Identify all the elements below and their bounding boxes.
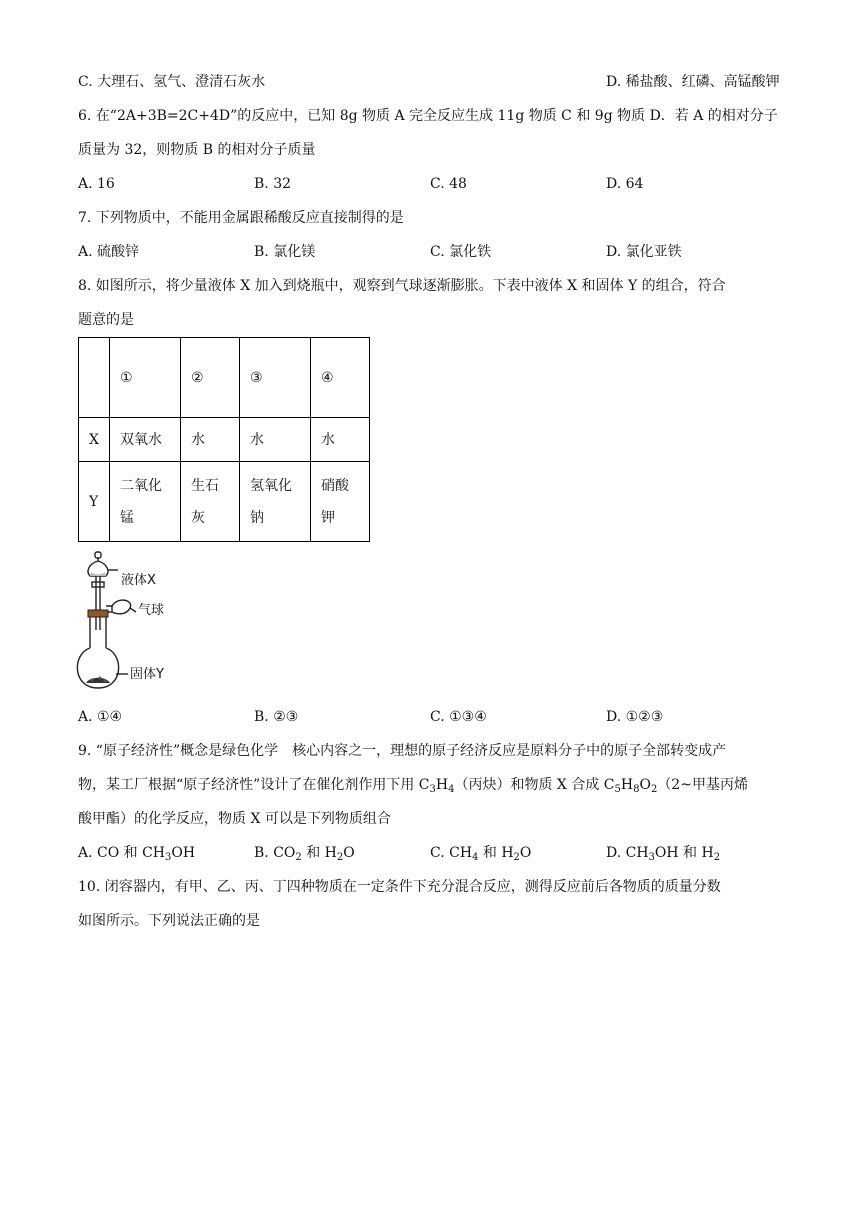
q5-option-c: C. 大理石、氢气、澄清石灰水 — [78, 74, 266, 90]
table-header-2: ② — [180, 338, 239, 418]
q7-option-a: A. 硫酸锌 — [78, 244, 140, 260]
q6-option-b: B. 32 — [254, 176, 292, 192]
table-row-x-label: X — [79, 418, 110, 462]
q8-stem-line1: 8. 如图所示，将少量液体 X 加入到烧瓶中，观察到气球逐渐膨胀。下表中液体 X 和固体 Y 的组合，符合 — [78, 278, 726, 294]
q9-stem-line3: 酸甲酯）的化学反应，物质 X 可以是下列物质组合 — [78, 811, 391, 827]
q7-option-c: C. 氯化铁 — [430, 244, 492, 260]
q5-option-d: D. 稀盐酸、红磷、高锰酸钾 — [606, 74, 780, 90]
q8-table — [78, 337, 370, 542]
q8-stem-line2: 题意的是 — [78, 312, 134, 328]
table-x-3: 水 — [239, 418, 310, 462]
q9-stem-line1: 9. “原子经济性”概念是绿色化学 核心内容之一，理想的原子经济反应是原料分子中的原子全部转变成产 — [78, 743, 727, 759]
table-header-1: ① — [109, 338, 180, 418]
q10-stem-line1: 10. 闭容器内，有甲、乙、丙、丁四种物质在一定条件下充分混合反应，测得反应前后各物质的质量分数 — [78, 879, 721, 895]
figure-label-solid-y: 固体Y — [130, 667, 164, 682]
q8-option-b: B. ②③ — [254, 709, 299, 725]
q10-stem-line2: 如图所示。下列说法正确的是 — [78, 913, 260, 929]
table-header-4: ④ — [310, 338, 369, 418]
q6-stem-line1: 6. 在“2A+3B=2C+4D”的反应中，已知 8g 物质 A 完全反应生成 11g 物质 C 和 9g 物质 D．若 A 的相对分子 — [78, 108, 778, 124]
q8-option-c: C. ①③④ — [430, 709, 487, 725]
q7-option-b: B. 氯化镁 — [254, 244, 316, 260]
q9-option-c: C. $CH_4$ 和 $H_2O$ — [430, 845, 532, 863]
table-y-1: 二氧化 锰 — [109, 462, 180, 542]
q9-option-d: D. $CH_3OH$ 和 $H_2$ — [606, 845, 721, 863]
q6-option-c: C. 48 — [430, 176, 467, 192]
figure-label-balloon: 气球 — [138, 603, 165, 618]
q8-option-a: A. ①④ — [78, 709, 123, 725]
table-header-3: ③ — [239, 338, 310, 418]
q7-stem: 7. 下列物质中，不能用金属跟稀酸反应直接制得的是 — [78, 210, 404, 226]
table-row-y-label: Y — [79, 462, 110, 542]
table-y-2: 生石 灰 — [180, 462, 239, 542]
table-x-2: 水 — [180, 418, 239, 462]
table-y-3: 氢氧化 钠 — [239, 462, 310, 542]
table-header-empty — [79, 338, 110, 418]
figure-label-liquid-x: 液体X — [121, 573, 156, 588]
q8-option-d: D. ①②③ — [606, 709, 664, 725]
table-x-1: 双氧水 — [109, 418, 180, 462]
table-y-4: 硝酸 钾 — [310, 462, 369, 542]
q9-stem-line2: 物，某工厂根据“原子经济性”设计了在催化剂作用下用 $C_3H_4$（丙炔）和物质 X 合成 $C_5H_8O_2(2\sim$甲基丙烯 — [78, 777, 748, 795]
q9-option-b: B. $CO_2$ 和 $H_2O$ — [254, 845, 355, 863]
q9-option-a: A. CO 和 $CH_3OH$ — [78, 845, 196, 863]
q7-option-d: D. 氯化亚铁 — [606, 244, 682, 260]
q6-stem-line2: 质量为 32，则物质 B 的相对分子质量 — [78, 142, 316, 158]
q6-option-a: A. 16 — [78, 176, 115, 192]
q6-option-d: D. 64 — [606, 176, 644, 192]
table-x-4: 水 — [310, 418, 369, 462]
